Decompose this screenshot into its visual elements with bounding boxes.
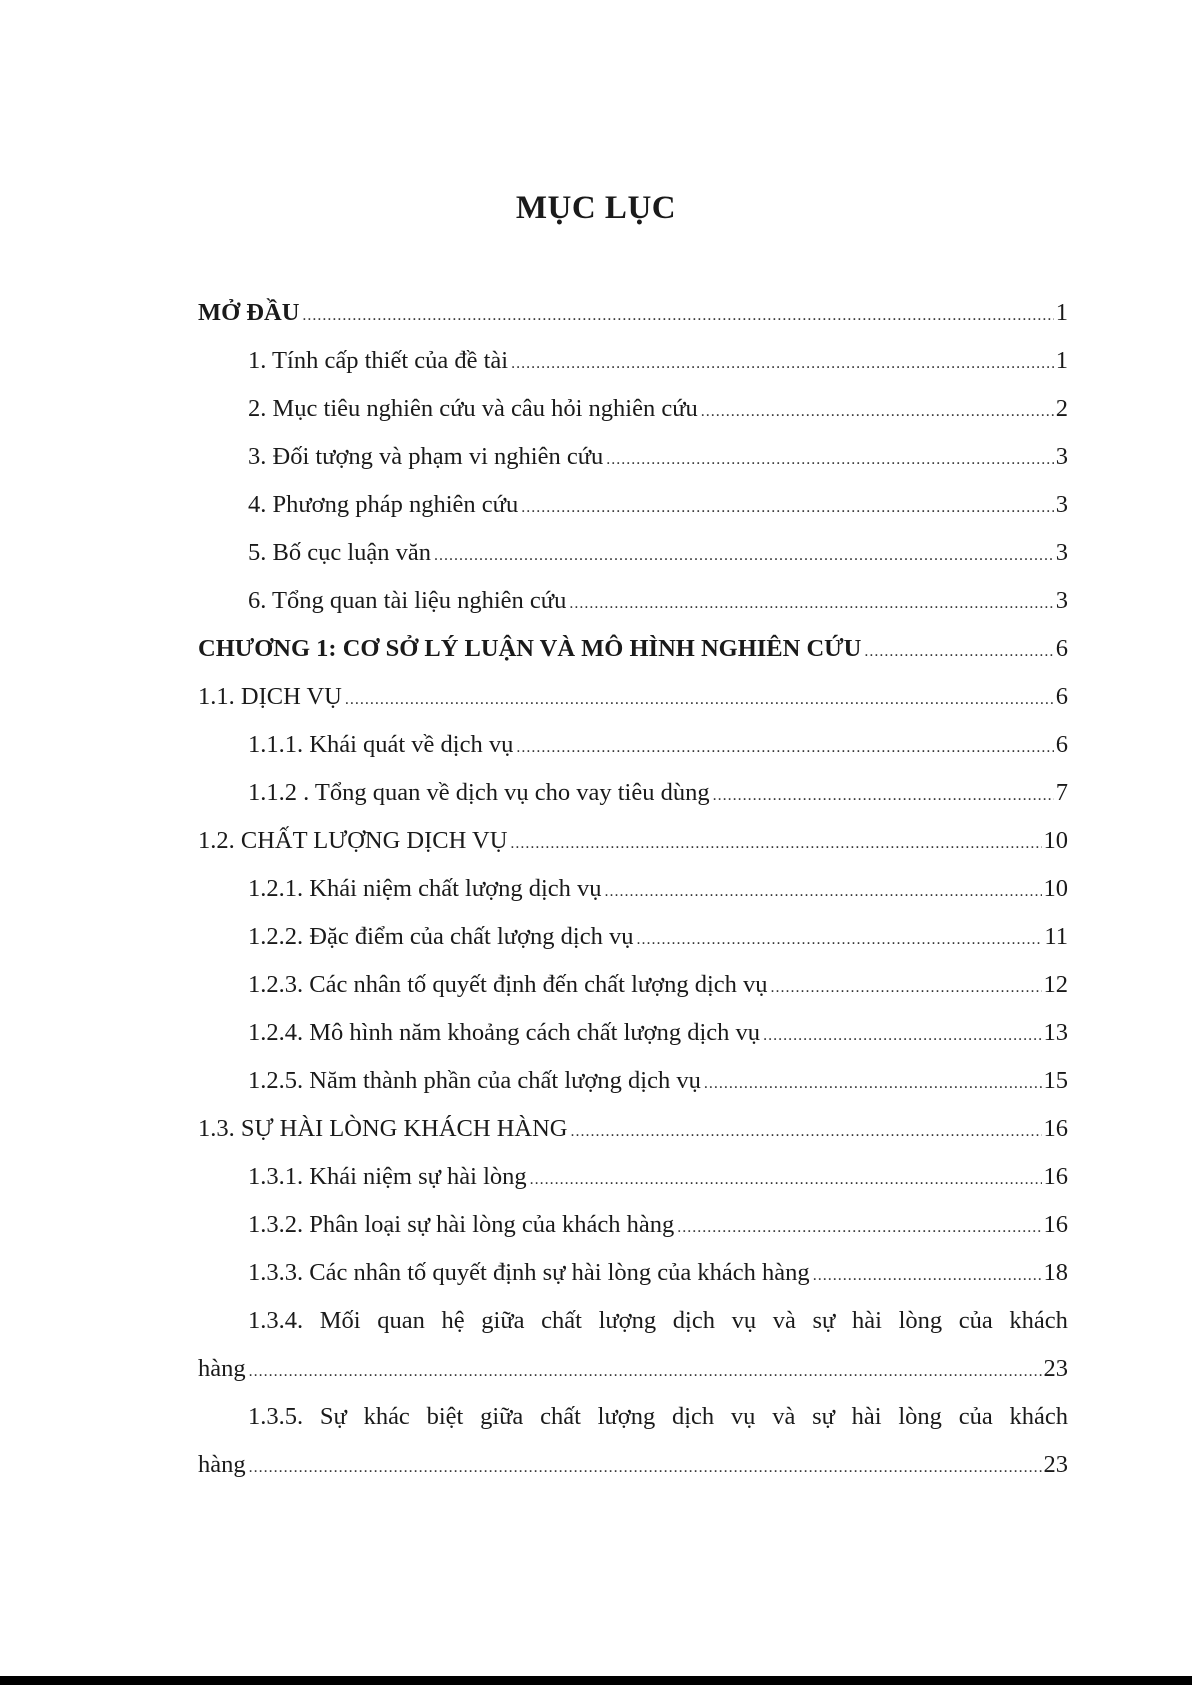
dot-leader [521, 481, 1054, 532]
toc-entry-word: vụ [730, 1403, 756, 1430]
dot-leader [677, 1201, 1041, 1252]
toc-page-number: 6 [1055, 731, 1068, 758]
toc-entry-label: 1.1.2 . Tổng quan về dịch vụ cho vay tiêu dùng [248, 779, 710, 806]
toc-entry-word: biệt [426, 1403, 464, 1430]
toc-entry-label: 1.2.4. Mô hình năm khoảng cách chất lượng dịch vụ [248, 1019, 761, 1046]
dot-leader [763, 1009, 1041, 1060]
toc-entry-label: 3. Đối tượng và phạm vi nghiên cứu [248, 443, 604, 470]
toc-entry-word: chất [541, 1307, 582, 1334]
dot-leader [636, 913, 1042, 964]
dot-leader [606, 433, 1054, 484]
toc-entry-wrapped-first-line[interactable] [198, 1297, 1068, 1345]
bottom-scan-edge [0, 1676, 1192, 1685]
toc-entry-word: và [772, 1307, 796, 1334]
toc-entry[interactable] [198, 913, 1068, 961]
toc-entry-word: vụ [731, 1307, 757, 1334]
toc-entry-label: hàng [198, 1355, 246, 1382]
toc-entry-word: lòng [898, 1403, 942, 1430]
toc-entry-label: 1.3. SỰ HÀI LÒNG KHÁCH HÀNG [198, 1115, 568, 1142]
dot-leader [813, 1249, 1042, 1300]
toc-entry-word: giữa [481, 1307, 525, 1334]
toc-entry[interactable] [198, 721, 1068, 769]
toc-entry-word: giữa [480, 1403, 524, 1430]
toc-entry-label: 1.3.3. Các nhân tố quyết định sự hài lòng của khách hàng [248, 1259, 810, 1286]
toc-entry-label: 1.1. DỊCH VỤ [198, 683, 342, 710]
toc-entry[interactable] [198, 481, 1068, 529]
toc-entry-word: 1.3.4. [248, 1307, 304, 1334]
toc-entry[interactable] [198, 577, 1068, 625]
toc-entry-wrapped-continuation[interactable] [198, 1441, 1068, 1489]
toc-entry-label: 1.2.3. Các nhân tố quyết định đến chất lượng dịch vụ [248, 971, 768, 998]
toc-entry-label: 6. Tổng quan tài liệu nghiên cứu [248, 587, 567, 614]
dot-leader [701, 385, 1054, 436]
toc-entry-label: 1.2.2. Đặc điểm của chất lượng dịch vụ [248, 923, 634, 950]
toc-entry-label: CHƯƠNG 1: CƠ SỞ LÝ LUẬN VÀ MÔ HÌNH NGHIÊN CỨU [198, 635, 862, 662]
toc-entry-label: MỞ ĐẦU [198, 299, 300, 326]
toc-entry-wrapped-first-line[interactable] [198, 1393, 1068, 1441]
dot-leader [530, 1153, 1042, 1204]
dot-leader [249, 1441, 1042, 1492]
toc-entry[interactable] [198, 1249, 1068, 1297]
toc-entry[interactable] [198, 1201, 1068, 1249]
toc-entry-word: dịch [671, 1403, 715, 1430]
dot-leader [864, 625, 1053, 676]
toc-entry-word: lòng [898, 1307, 943, 1334]
toc-entry[interactable] [198, 1057, 1068, 1105]
toc-page-number: 2 [1055, 395, 1068, 422]
dot-leader [704, 1057, 1042, 1108]
toc-entry-word: khách [1009, 1403, 1068, 1430]
toc-entry-word: sự [812, 1307, 836, 1334]
toc-entry-section[interactable] [198, 1105, 1068, 1153]
toc-entry-label: 1.3.2. Phân loại sự hài lòng của khách hàng [248, 1211, 675, 1238]
toc-entry-label: 1.1.1. Khái quát về dịch vụ [248, 731, 514, 758]
toc-page-number: 12 [1043, 971, 1068, 998]
dot-leader [511, 337, 1054, 388]
toc-page-number: 10 [1043, 827, 1068, 854]
toc-entry-word: Sự [319, 1403, 347, 1430]
toc-entry-label: 1.2. CHẤT LƯỢNG DỊCH VỤ [198, 827, 508, 854]
toc-entry-wrapped-continuation[interactable] [198, 1345, 1068, 1393]
toc-entry-word: khác [363, 1403, 410, 1430]
toc-page-number: 16 [1043, 1163, 1068, 1190]
toc-page-number: 11 [1044, 923, 1068, 950]
toc-page-number: 6 [1055, 683, 1068, 710]
toc-page-number: 3 [1055, 587, 1068, 614]
toc-page-number: 3 [1055, 443, 1068, 470]
toc-entry-word: 1.3.5. [248, 1403, 304, 1430]
toc-entry-word: hài [851, 1403, 882, 1430]
toc-entry-word: hệ [441, 1307, 465, 1334]
toc-entry[interactable] [198, 961, 1068, 1009]
toc-entry-word: chất [540, 1403, 581, 1430]
toc-page-number: 7 [1055, 779, 1068, 806]
toc-entry-word: hài [851, 1307, 882, 1334]
toc-entry-word: lượng [597, 1403, 656, 1430]
toc-entry[interactable] [198, 865, 1068, 913]
toc-page-number: 1 [1055, 347, 1068, 374]
toc-entry[interactable] [198, 529, 1068, 577]
toc-entry-mo-dau[interactable] [198, 289, 1068, 337]
dot-leader [713, 769, 1054, 820]
toc-entry-word: lượng [598, 1307, 657, 1334]
dot-leader [771, 961, 1042, 1012]
toc-entry-label: 1.2.5. Năm thành phần của chất lượng dịch vụ [248, 1067, 701, 1094]
toc-entry-word: quan [377, 1307, 425, 1334]
toc-entry-word: của [958, 1307, 993, 1334]
toc-entry-word: sự [812, 1403, 835, 1430]
toc-page-number: 16 [1043, 1115, 1068, 1142]
page-title: MỤC LỤC [515, 190, 677, 226]
toc-page-number: 15 [1043, 1067, 1068, 1094]
toc-page-number: 18 [1043, 1259, 1068, 1286]
toc-entry-word: dịch [672, 1307, 715, 1334]
toc-page-number: 3 [1055, 539, 1068, 566]
toc-page-number: 23 [1043, 1355, 1068, 1382]
dot-leader [516, 721, 1053, 772]
toc-entry[interactable] [198, 1009, 1068, 1057]
toc-entry-label: 1. Tính cấp thiết của đề tài [248, 347, 509, 374]
toc-entry[interactable] [198, 769, 1068, 817]
toc-entry-label: 5. Bố cục luận văn [248, 539, 432, 566]
toc-entry-section[interactable] [198, 817, 1068, 865]
toc-entry-label: 4. Phương pháp nghiên cứu [248, 491, 519, 518]
toc-entry-label: 1.2.1. Khái niệm chất lượng dịch vụ [248, 875, 602, 902]
toc-entry-word: và [772, 1403, 796, 1430]
toc-entry[interactable] [198, 433, 1068, 481]
dot-leader [571, 1105, 1042, 1156]
toc-entry[interactable] [198, 337, 1068, 385]
toc-page-number: 3 [1055, 491, 1068, 518]
dot-leader [510, 817, 1041, 868]
dot-leader [434, 529, 1054, 580]
dot-leader [302, 289, 1053, 340]
dot-leader [345, 673, 1054, 724]
toc-page-number: 16 [1043, 1211, 1068, 1238]
toc-entry-word: của [958, 1403, 993, 1430]
dot-leader [569, 577, 1053, 628]
toc-page-number: 10 [1043, 875, 1068, 902]
dot-leader [249, 1345, 1042, 1396]
toc-entry-word: khách [1009, 1307, 1068, 1334]
toc-page-number: 6 [1055, 635, 1068, 662]
toc-entry-label: 2. Mục tiêu nghiên cứu và câu hỏi nghiên cứu [248, 395, 698, 422]
toc-entry-label: hàng [198, 1451, 246, 1478]
toc-page-number: 1 [1055, 299, 1068, 326]
toc-entry-word: Mối [319, 1307, 361, 1334]
dot-leader [605, 865, 1042, 916]
toc-page-number: 13 [1043, 1019, 1068, 1046]
toc-entry-chapter-1[interactable] [198, 625, 1068, 673]
toc-entry-label: 1.3.1. Khái niệm sự hài lòng [248, 1163, 527, 1190]
toc-page-number: 23 [1043, 1451, 1068, 1478]
toc-entry[interactable] [198, 1153, 1068, 1201]
toc-entry[interactable] [198, 385, 1068, 433]
table-of-contents [198, 289, 1068, 1489]
toc-entry-section[interactable] [198, 673, 1068, 721]
